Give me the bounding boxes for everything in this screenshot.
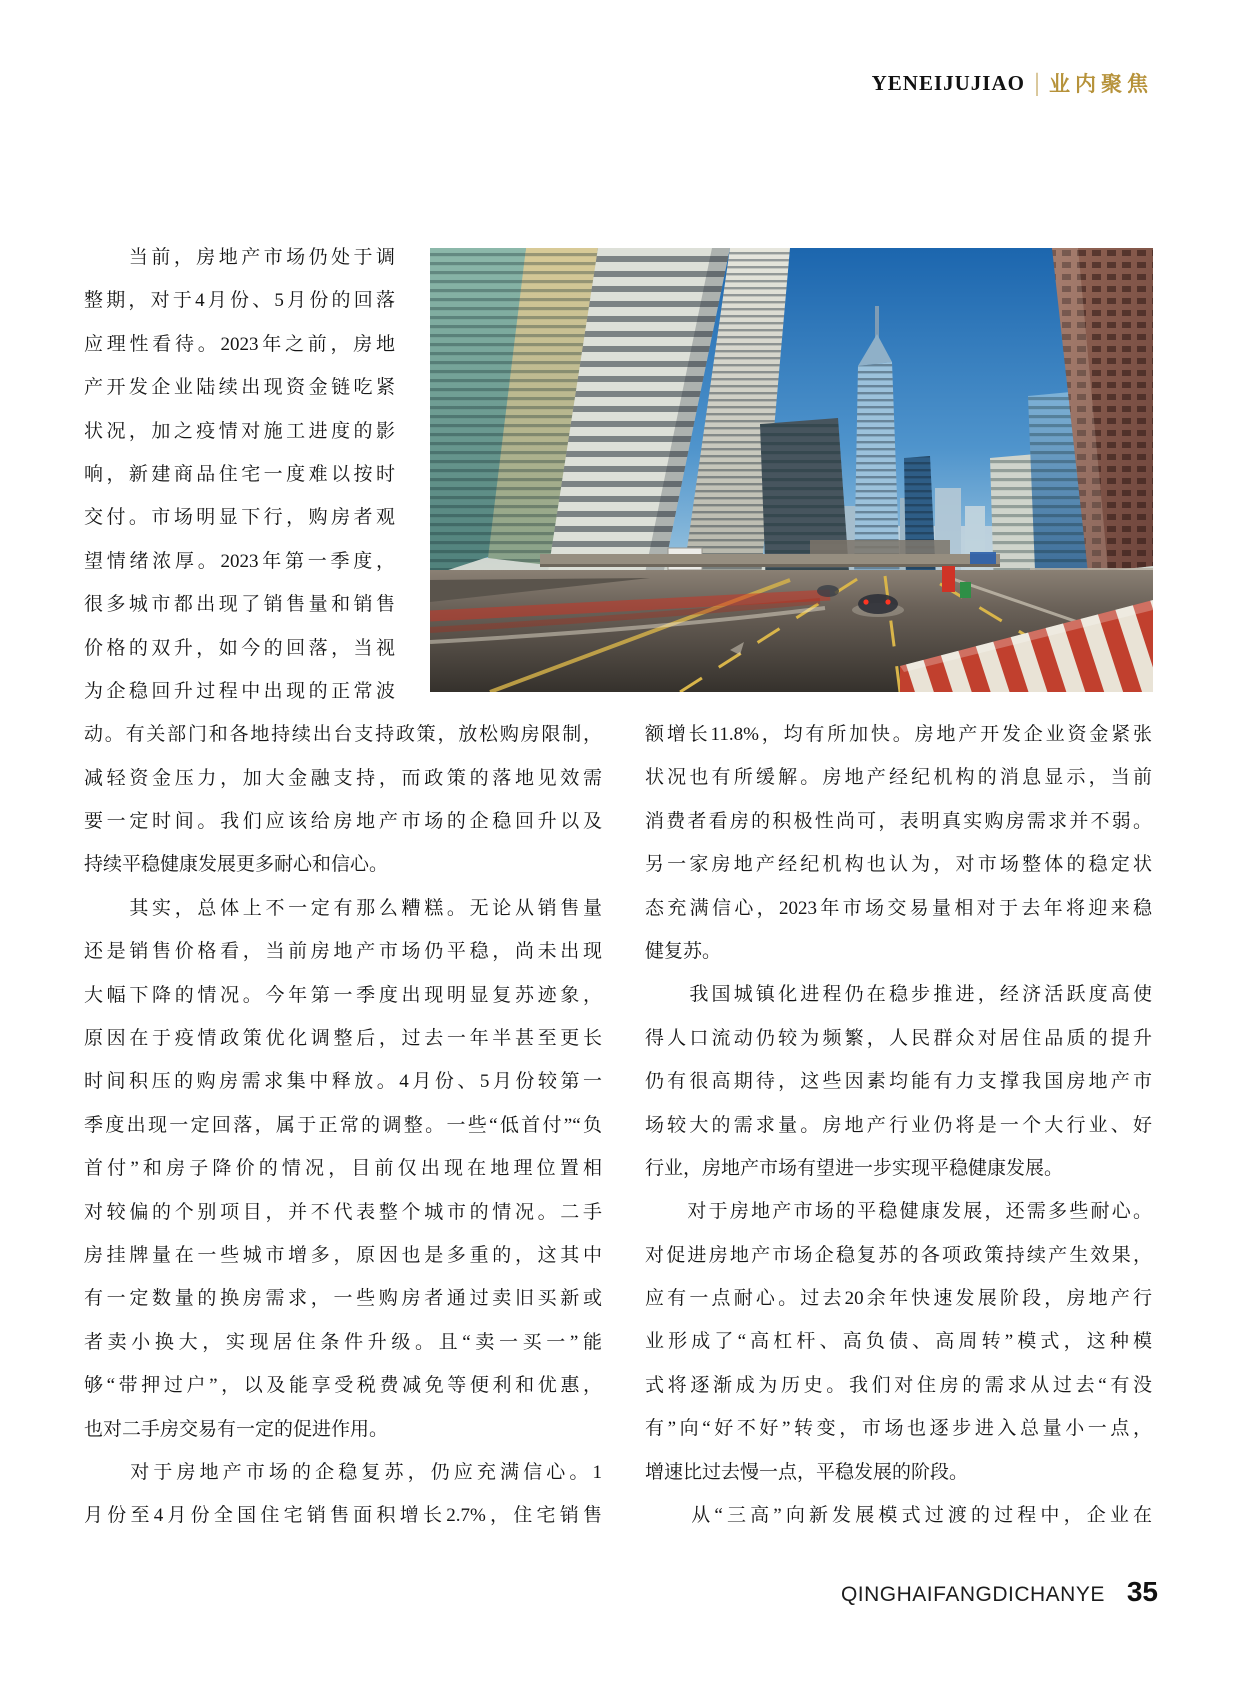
text-line: 增速比过去慢一点，平稳发展的阶段。	[645, 1461, 969, 1483]
text-line: 也对二手房交易有一定的促进作用。	[84, 1418, 389, 1440]
text-line: 要一定时间。我们应该给房地产市场的企稳回升以及	[84, 811, 602, 833]
text-line: 持续平稳健康发展更多耐心和信心。	[84, 854, 389, 876]
footer-journal-name: QINGHAIFANGDICHANYE	[840, 1583, 1105, 1606]
text-line: 得人口流动仍较为频繁，人民群众对居住品质的提升	[645, 1027, 1152, 1049]
text-line: 对于房地产市场的平稳健康发展，还需多些耐心。	[645, 1201, 1152, 1223]
intro-text-block	[84, 236, 395, 713]
text-line: 为企稳回升过程中出现的正常波	[84, 680, 395, 702]
text-line: 有一定数量的换房需求，一些购房者通过卖旧买新或	[84, 1288, 602, 1310]
text-line: 状况，加之疫情对施工进度的影	[84, 420, 395, 442]
left-column	[84, 236, 602, 1538]
text-line: 我国城镇化进程仍在稳步推进，经济活跃度高使	[645, 984, 1152, 1006]
header-divider: |	[1034, 68, 1039, 97]
text-line: 态充满信心，2023年市场交易量相对于去年将迎来稳	[645, 897, 1152, 919]
text-line: 另一家房地产经纪机构也认为，对市场整体的稳定状	[645, 854, 1152, 876]
header-latin-title: YENEIJUJIAO	[871, 70, 1025, 95]
text-line: 业形成了“高杠杆、高负债、高周转”模式，这种模	[645, 1331, 1152, 1353]
text-line: 季度出现一定回落，属于正常的调整。一些“低首付”“负	[84, 1114, 602, 1136]
text-line: 消费者看房的积极性尚可，表明真实购房需求并不弱。	[645, 810, 1152, 832]
text-line: 很多城市都出现了销售量和销售	[84, 594, 395, 616]
text-line: 房挂牌量在一些城市增多，原因也是多重的，这其中	[84, 1244, 602, 1266]
text-line: 减轻资金压力，加大金融支持，而政策的落地见效需	[84, 767, 602, 789]
text-line: 整期，对于4月份、5月份的回落	[84, 290, 395, 312]
text-line: 者卖小换大，实现居住条件升级。且“卖一买一”能	[84, 1331, 602, 1353]
text-line: 大幅下降的情况。今年第一季度出现明显复苏迹象，	[84, 984, 602, 1006]
text-line: 时间积压的购房需求集中释放。4月份、5月份较第一	[84, 1071, 602, 1093]
text-line: 首付”和房子降价的情况，目前仅出现在地理位置相	[84, 1158, 602, 1180]
text-line: 健复苏。	[645, 940, 722, 962]
text-line: 行业，房地产市场有望进一步实现平稳健康发展。	[645, 1157, 1064, 1179]
text-line: 从“三高”向新发展模式过渡的过程中，企业在	[645, 1505, 1152, 1527]
text-line: 价格的双升，如今的回落，当视	[84, 637, 395, 659]
text-line: 动。有关部门和各地持续出台支持政策，放松购房限制，	[84, 724, 602, 746]
text-line: 有”向“好不好”转变，市场也逐步进入总量小一点，	[645, 1418, 1152, 1440]
text-line: 状况也有所缓解。房地产经纪机构的消息显示，当前	[645, 767, 1152, 789]
text-line: 响，新建商品住宅一度难以按时	[84, 463, 395, 485]
text-line: 对较偏的个别项目，并不代表整个城市的情况。二手	[84, 1201, 602, 1223]
page-footer	[841, 1576, 1158, 1608]
text-line: 对于房地产市场的企稳复苏，仍应充满信心。1	[84, 1461, 602, 1483]
text-line: 场较大的需求量。房地产行业仍将是一个大行业、好	[645, 1114, 1152, 1136]
text-line: 原因在于疫情政策优化调整后，过去一年半甚至更长	[84, 1028, 602, 1050]
right-column	[645, 713, 1152, 1537]
text-line: 当前，房地产市场仍处于调	[84, 247, 395, 268]
text-line: 还是销售价格看，当前房地产市场仍平稳，尚未出现	[84, 941, 602, 963]
text-line: 其实，总体上不一定有那么糟糕。无论从销售量	[84, 897, 602, 919]
text-line: 式将逐渐成为历史。我们对住房的需求从过去“有没	[645, 1374, 1152, 1396]
text-line: 够“带押过户”，以及能享受税费减免等便利和优惠，	[84, 1375, 602, 1397]
text-line: 交付。市场明显下行，购房者观	[84, 507, 395, 529]
text-line: 月份至4月份全国住宅销售面积增长2.7%，住宅销售	[84, 1505, 602, 1527]
text-line: 对促进房地产市场企稳复苏的各项政策持续产生效果，	[645, 1244, 1152, 1266]
text-line: 应理性看待。2023年之前，房地	[84, 333, 395, 355]
footer-page-number: 35	[1126, 1576, 1158, 1607]
text-line: 应有一点耐心。过去20余年快速发展阶段，房地产行	[645, 1288, 1152, 1310]
text-line: 产开发企业陆续出现资金链吃紧	[84, 377, 395, 399]
text-line: 仍有很高期待，这些因素均能有力支撑我国房地产市	[645, 1071, 1152, 1093]
header-section-title: 业内聚焦	[1049, 73, 1153, 96]
left-text-block	[84, 713, 602, 1537]
page-header	[872, 68, 1153, 98]
text-line: 望情绪浓厚。2023年第一季度，	[84, 550, 395, 572]
text-line: 额增长11.8%，均有所加快。房地产开发企业资金紧张	[645, 724, 1152, 745]
